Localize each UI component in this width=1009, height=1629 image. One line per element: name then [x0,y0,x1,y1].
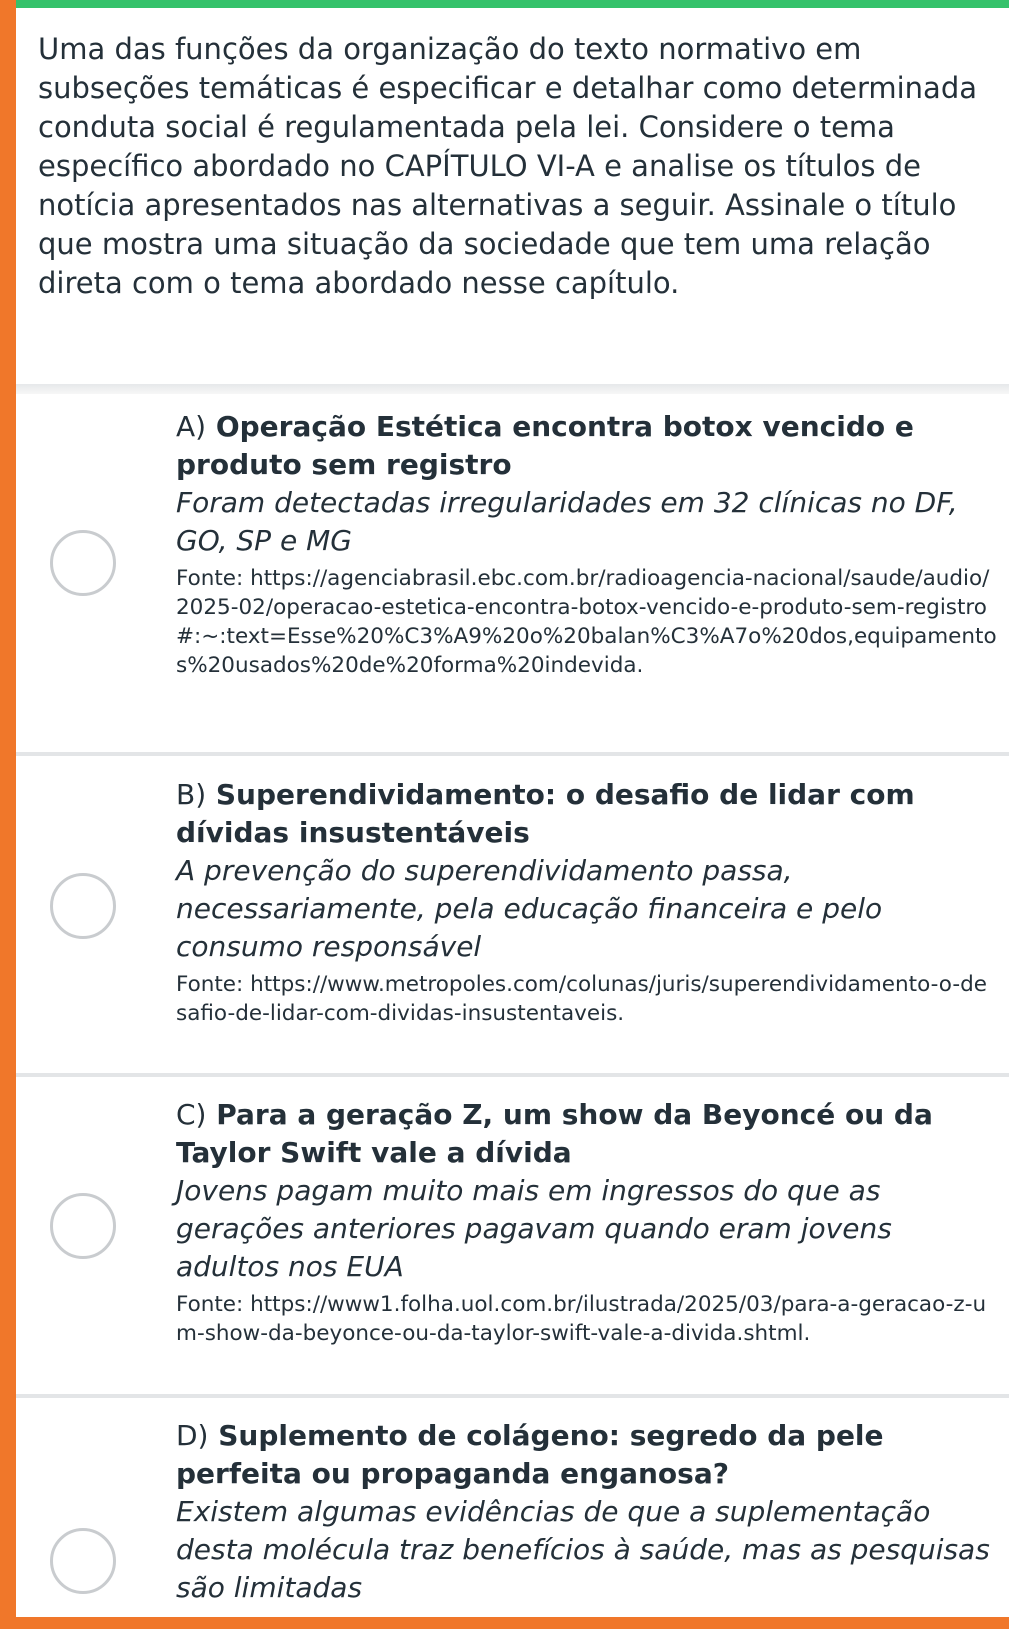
top-accent-bar [0,0,1009,8]
option-b-source: Fonte: https://www.metropoles.com/colunas/juris/superendividamento-o-desafio-de-lidar-com-dividas-insustentaveis. [176,972,987,1026]
question-text: Uma das funções da organização do texto normativo em subseções temáticas é especificar e detalhar como determinada conduta social é regulamentada pela lei. Considere o tema específico abordado no CAPÍTULO VI-A e analise os títulos de notícia apresentados nas alternativas a seguir. Assinale o título que mostra uma situação da sociedade que tem uma relação direta com o tema abordado nesse capítulo. [38,32,978,300]
option-a[interactable] [16,394,1009,756]
option-d[interactable] [16,1398,1009,1629]
option-a-source: Fonte: https://agenciabrasil.ebc.com.br/radioagencia-nacional/saude/audio/2025-02/operacao-estetica-encontra-botox-vencido-e-produto-sem-registro#:~:text=Esse%20%C3%A9%20o%20balan%C3%A7o%20dos,equipamentos%20usados%20de%20forma%20indevida. [176,566,997,678]
option-a-title: Operação Estética encontra botox vencido e produto sem registro [176,410,914,481]
option-a-subtitle: Foram detectadas irregularidades em 32 clínicas no DF, GO, SP e MG [176,486,958,557]
option-d-title: Suplemento de colágeno: segredo da pele perfeita ou propaganda enganosa? [176,1419,884,1490]
option-d-radio[interactable] [50,1528,116,1594]
option-c-subtitle: Jovens pagam muito mais em ingressos do que as gerações anteriores pagavam quando eram jovens adultos nos EUA [176,1174,892,1283]
option-c[interactable] [16,1077,1009,1398]
option-c-radio[interactable] [50,1193,116,1259]
bottom-accent-bar [0,1617,1009,1629]
option-d-letter: D) [176,1419,209,1452]
option-b-subtitle: A prevenção do superendividamento passa, necessariamente, pela educação financeira e pelo consumo responsável [176,854,883,963]
option-c-title: Para a geração Z, um show da Beyoncé ou da Taylor Swift vale a dívida [176,1098,933,1169]
option-c-source: Fonte: https://www1.folha.uol.com.br/ilustrada/2025/03/para-a-geracao-z-um-show-da-beyonce-ou-da-taylor-swift-vale-a-divida.shtml. [176,1292,987,1346]
question-divider [16,384,1009,394]
option-b-title: Superendividamento: o desafio de lidar com dívidas insustentáveis [176,778,915,849]
option-b-radio[interactable] [50,873,116,939]
option-a-letter: A) [176,410,207,443]
left-accent-bar [0,0,16,1629]
option-c-letter: C) [176,1098,207,1131]
option-a-radio[interactable] [50,530,116,596]
option-b-letter: B) [176,778,207,811]
option-d-subtitle: Existem algumas evidências de que a suplementação desta molécula traz benefícios à saúde, mas as pesquisas são limitadas [176,1495,990,1604]
option-b[interactable] [16,756,1009,1077]
